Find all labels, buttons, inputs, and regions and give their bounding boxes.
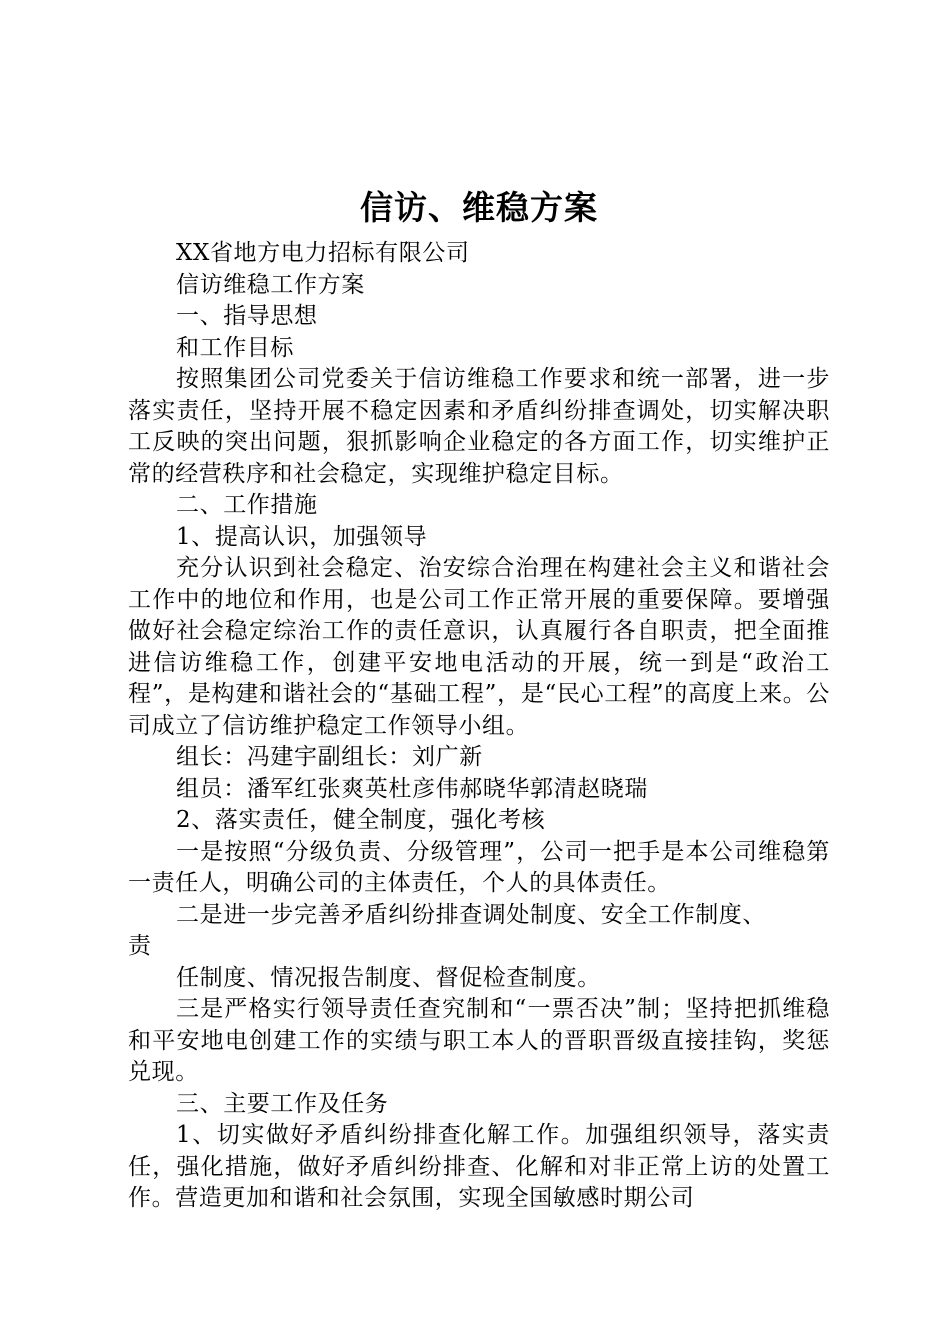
paragraph-company-name: XX省地方电力招标有限公司 <box>176 240 470 266</box>
document-body <box>128 238 830 1215</box>
document-title: 信访、维稳方案 <box>360 188 598 227</box>
paragraph-awareness-text: 充分认识到社会稳定、治安综合治理在构建社会主义和谐社会工作中的地位和作用，也是公司工作正常开展的重要保障。要增强做好社会稳定综治工作的责任意识，认真履行各自职责，把全面推进信访维稳工作，创建平安地电活动的开展，统一到是“政治工程”，是构建和谐社会的“基础工程”，是“民心工程”的高度上来。公司成立了信访维护稳定工作领导小组。 <box>128 555 830 739</box>
subheading-raise-awareness: 1、提高认识，加强领导 <box>176 523 428 550</box>
paragraph-responsibility-two-fragment: 责 <box>128 933 152 959</box>
section-heading-work-goal: 和工作目标 <box>176 334 294 361</box>
paragraph-responsibility-two-continued: 任制度、情况报告制度、督促检查制度。 <box>176 964 601 991</box>
paragraph-responsibility-three: 三是严格实行领导责任查究制和“一票否决”制；坚持把抓维稳和平安地电创建工作的实绩与职工本人的晋职晋级直接挂钩，奖惩兑现。 <box>128 996 830 1085</box>
document-page <box>128 180 830 1215</box>
paragraph-plan-name: 信访维稳工作方案 <box>176 271 365 298</box>
paragraph-responsibility-one: 一是按照“分级负责、分级管理”，公司一把手是本公司维稳第一责任人，明确公司的主体责任，个人的具体责任。 <box>128 838 830 896</box>
section-heading-work-measures: 二、工作措施 <box>176 492 318 518</box>
subheading-implement-responsibility: 2、落实责任，健全制度，强化考核 <box>176 807 546 833</box>
paragraph-task-one: 1、切实做好矛盾纠纷排查化解工作。加强组织领导，落实责任，强化措施，做好矛盾纠纷排查、化解和对非正常上访的处置工作。营造更加和谐和社会氛围，实现全国敏感时期公司 <box>128 1122 830 1211</box>
paragraph-guiding-text: 按照集团公司党委关于信访维稳工作要求和统一部署，进一步落实责任，坚持开展不稳定因素和矛盾纠纷排查调处，切实解决职工反映的突出问题，狠抓影响企业稳定的各方面工作，切实维护正常的经营秩序和社会稳定，实现维护稳定目标。 <box>128 366 830 487</box>
section-heading-main-tasks: 三、主要工作及任务 <box>176 1090 389 1117</box>
section-heading-guiding-ideology: 一、指导思想 <box>176 303 318 329</box>
paragraph-group-leader: 组长：冯建宇副组长：刘广新 <box>176 744 483 770</box>
paragraph-responsibility-two: 二是进一步完善矛盾纠纷排查调处制度、安全工作制度、 <box>176 901 766 928</box>
paragraph-group-members: 组员：潘军红张爽英杜彦伟郝晓华郭清赵晓瑞 <box>176 775 648 802</box>
